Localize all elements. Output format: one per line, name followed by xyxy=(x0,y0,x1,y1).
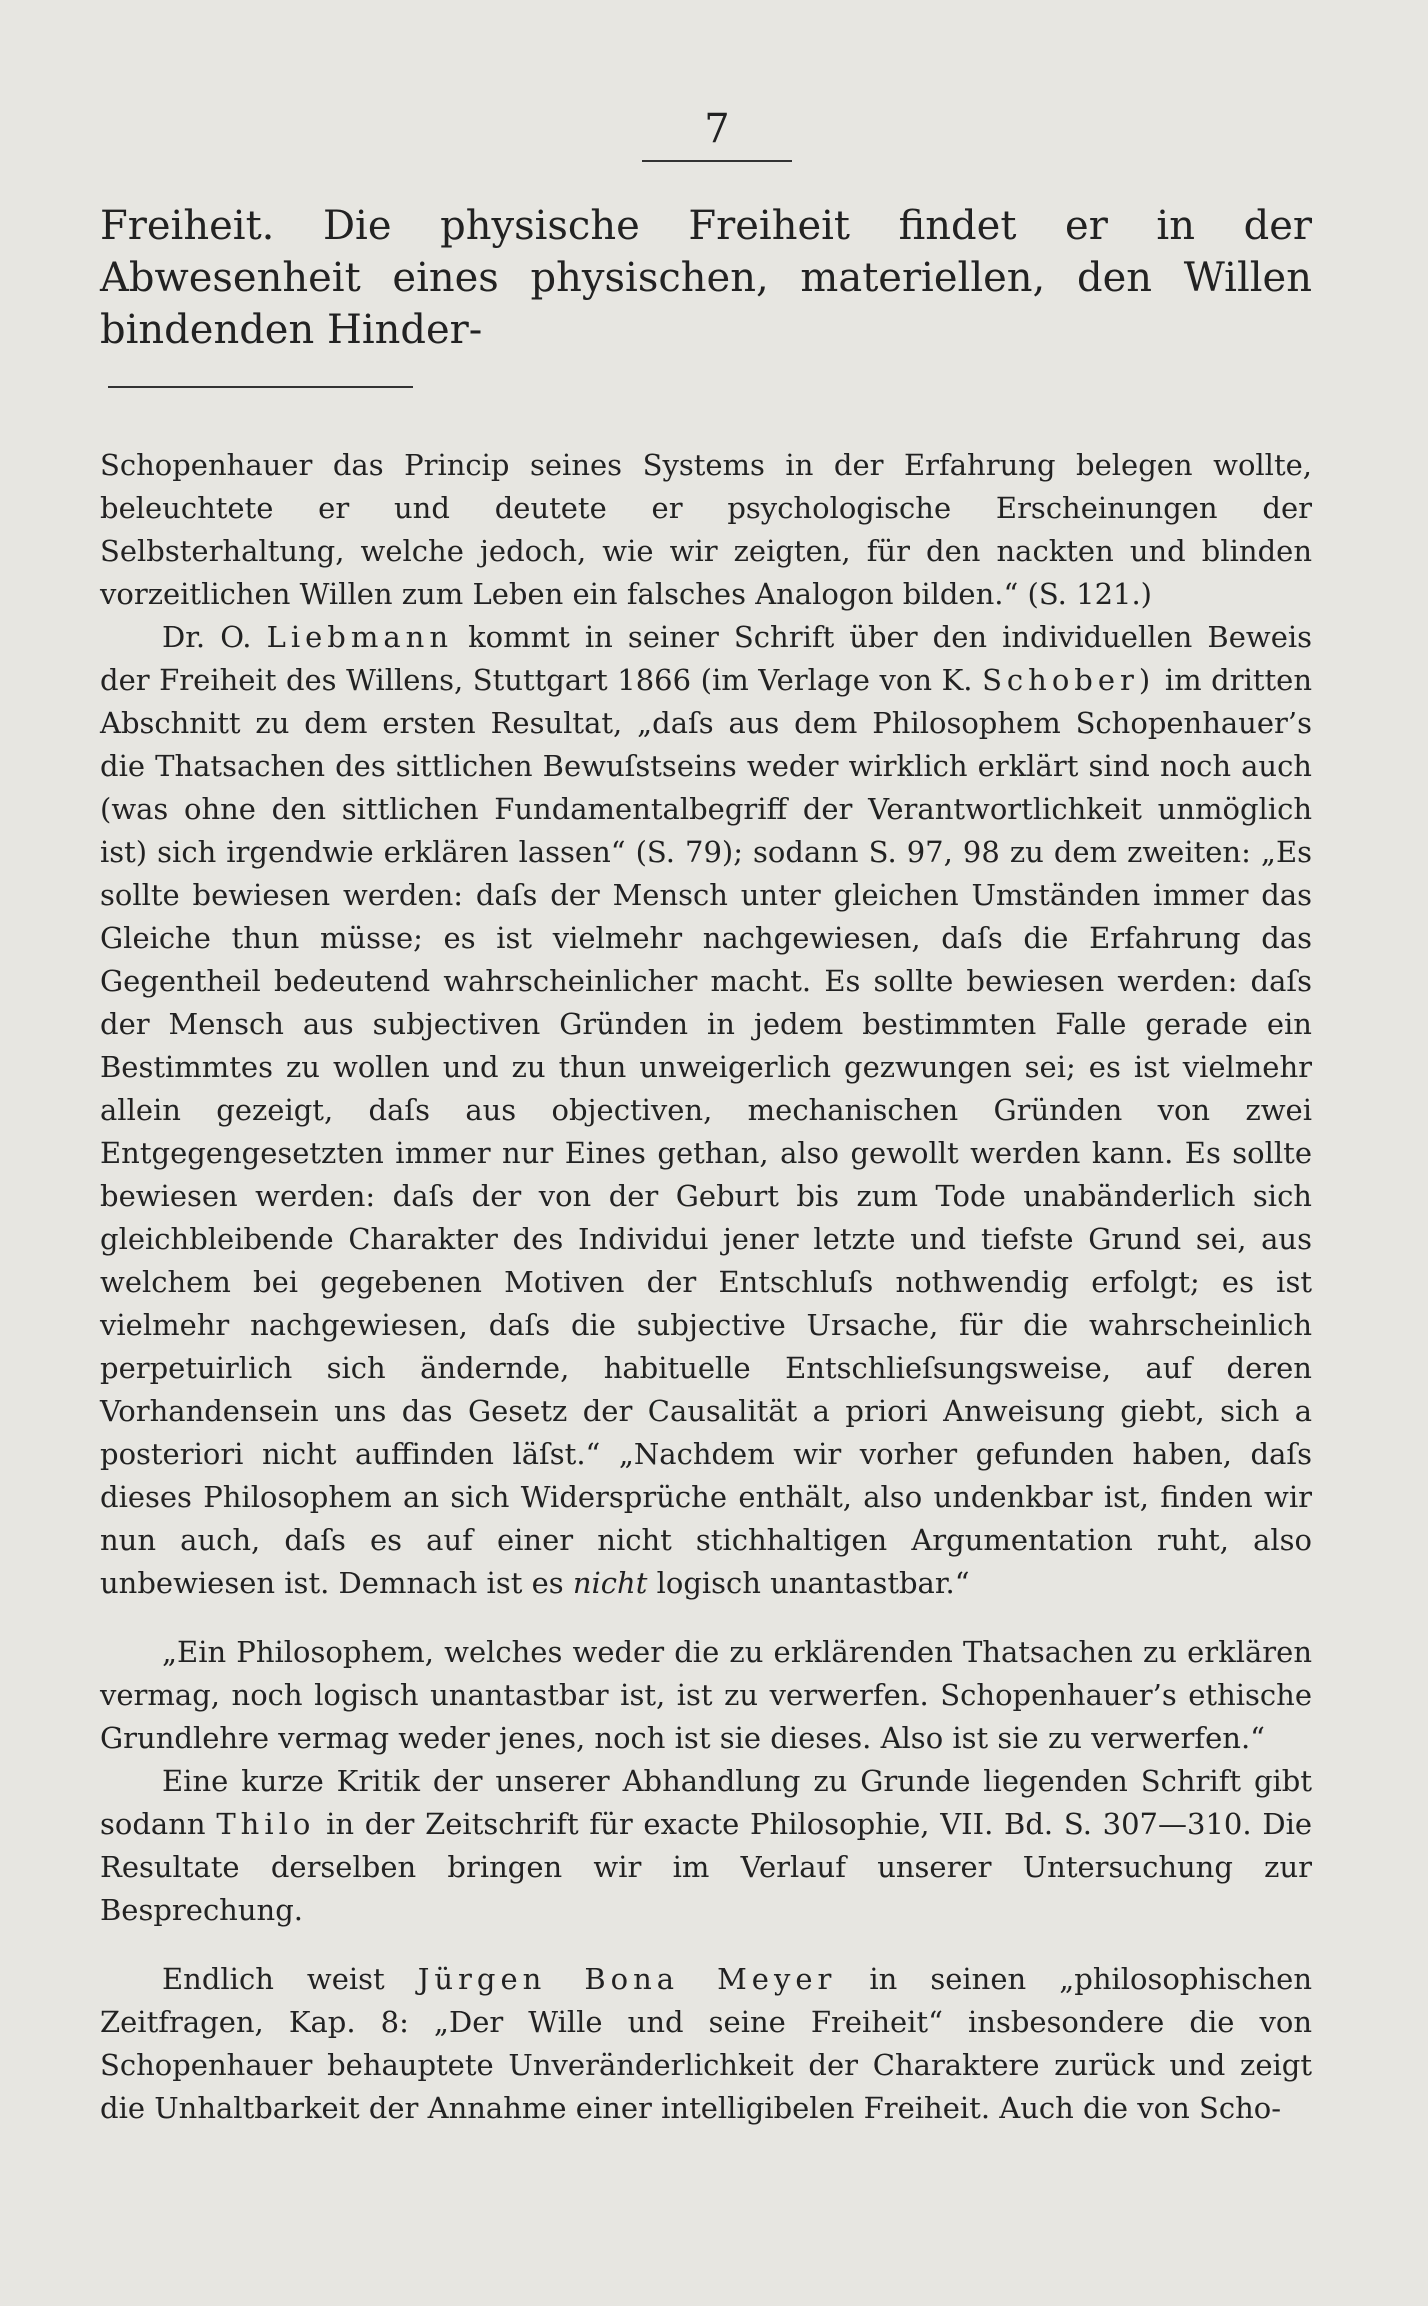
footnote-paragraph-1: Schopenhauer das Princip seines Systems in der Erfahrung belegen wollte, beleuchtete er und deutete er psychologische Erscheinungen der Selbsterhaltung, welche jedoch, wie wir zeigten, für den nackten und blinden vorzeitlichen Willen zum Leben ein falsches Analogon bilden.“ (S. 121.) xyxy=(100,448,1312,611)
footnote-paragraph-2: Dr. O. Liebmann kommt in seiner Schrift über den individuellen Beweis der Freiheit des Willens, Stuttgart 1866 (im Verlage von K. Schober) im dritten Abschnitt zu dem ersten Resultat, „daſs aus dem Philosophem Schopenhauer’s die Thatsachen des sittlichen Bewuſstseins weder wirklich erklärt sind noch auch (was ohne den sittlichen Fundamentalbegriff der Verantwortlichkeit unmöglich ist) sich irgendwie erklären lassen“ (S. 79); sodann S. 97, 98 zu dem zweiten: „Es sollte bewiesen werden: daſs der Mensch unter gleichen Umständen immer das Gleiche thun müsse; es ist vielmehr nachgewiesen, daſs die Erfahrung das Gegentheil bedeutend wahrscheinlicher macht. Es sollte bewiesen werden: daſs der Mensch aus subjectiven Gründen in jedem bestimmten Falle gerade ein Bestimmtes zu wollen und zu thun unweigerlich gezwungen sei; es ist vielmehr allein gezeigt, daſs aus objectiven, mechanischen Gründen von zwei Entgegengesetzten immer nur Eines gethan, also gewollt werden kann. Es sollte bewiesen werden: daſs der von der Geburt bis zum Tode unabänderlich sich gleichbleibende Charakter des Individui jener letzte und tiefste Grund sei, aus welchem bei gegebenen Motiven der Entschluſs nothwendig erfolgt; es ist vielmehr nachgewiesen, daſs die subjective Ursache, für die wahrscheinlich perpetuirlich sich ändernde, habituelle Entschlieſsungsweise, auf deren Vorhandensein uns das Gesetz der Causalität a priori Anweisung giebt, sich a posteriori nicht auffinden läſst.“ „Nachdem wir vorher gefunden haben, daſs dieses Philosophem an sich Widersprüche enthält, also undenkbar ist, finden wir nun auch, daſs es auf einer nicht stichhaltigen Argumentation ruht, also unbewiesen ist. Demnach ist es nicht logisch unantastbar.“ xyxy=(100,620,1313,1600)
footnote-paragraph-4: Eine kurze Kritik der unserer Abhandlung zu Grunde liegenden Schrift gibt sodann Thilo in der Zeitschrift für exacte Philosophie, VII. Bd. S. 307—310. Die Resultate derselben bringen wir im Verlauf unserer Untersuchung zur Besprechung. xyxy=(100,1764,1313,1927)
publisher-name-schober: Schober) xyxy=(982,663,1156,697)
footnote-separator xyxy=(108,386,413,388)
page-number-rule xyxy=(642,160,792,162)
footnote-paragraph-5: Endlich weist Jürgen Bona Meyer in seinen „philosophischen Zeitfragen, Kap. 8: „Der Wille und seine Freiheit“ insbesondere die von Schopenhauer behauptete Unveränderlichkeit der Charaktere zurück und zeigt die Unhaltbarkeit der Annahme einer intelligibelen Freiheit. Auch die von Scho- xyxy=(100,1962,1312,2125)
main-text: Freiheit. Die physische Freiheit findet er in der Abwesenheit eines physischen, materiellen, den Willen bindenden Hinder- xyxy=(100,203,1312,353)
footnote xyxy=(100,444,1312,2130)
author-name-liebmann: Liebmann xyxy=(266,620,453,654)
footnote-paragraph-3: „Ein Philosophem, welches weder die zu erklärenden Thatsachen zu erklären vermag, noch logisch unantastbar ist, ist zu verwerfen. Schopenhauer’s ethische Grundlehre vermag weder jenes, noch ist sie dieses. Also ist sie zu verwerfen.“ xyxy=(100,1635,1312,1755)
author-name-meyer: Jürgen Bona Meyer xyxy=(417,1962,837,1996)
emphasis-nicht: nicht xyxy=(572,1566,648,1600)
author-name-thilo: Thilo xyxy=(216,1807,316,1841)
page-number: 7 xyxy=(704,106,730,152)
